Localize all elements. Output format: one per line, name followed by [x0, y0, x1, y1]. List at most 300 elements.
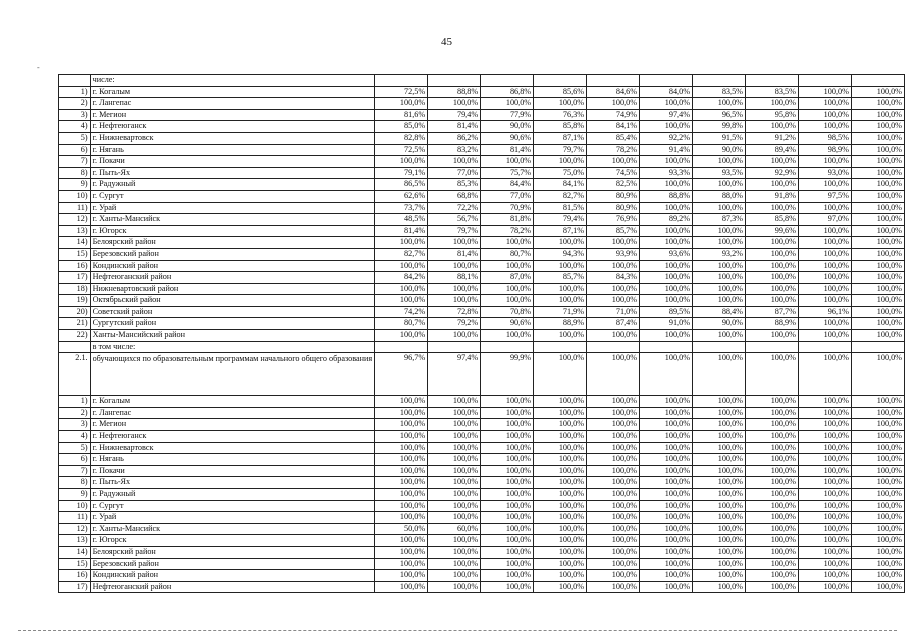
value-cell: 100,0% [375, 465, 428, 477]
value-cell: 100,0% [693, 225, 746, 237]
value-cell: 100,0% [481, 260, 534, 272]
value-cell: 100,0% [375, 260, 428, 272]
value-cell: 93,9% [587, 248, 640, 260]
row-label: г. Когалым [90, 86, 375, 98]
row-number: 16) [59, 260, 91, 272]
value-cell: 78,2% [481, 225, 534, 237]
value-cell: 100,0% [534, 523, 587, 535]
value-cell: 100,0% [375, 283, 428, 295]
table-row [59, 237, 905, 249]
value-cell: 100,0% [587, 523, 640, 535]
row-number: 2.1. [59, 353, 91, 396]
row-label: г. Нефтеюганск [90, 431, 375, 443]
row-number: 16) [59, 570, 91, 582]
value-cell: 81,6% [375, 109, 428, 121]
value-cell: 100,0% [587, 465, 640, 477]
row-number: 2) [59, 98, 91, 110]
value-cell: 100,0% [693, 500, 746, 512]
value-cell: 100,0% [481, 237, 534, 249]
value-cell: 100,0% [851, 167, 904, 179]
row-label: в том числе: [90, 341, 375, 353]
value-cell: 81,4% [428, 248, 481, 260]
value-cell: 100,0% [745, 156, 798, 168]
value-cell: 100,0% [693, 272, 746, 284]
table-row [59, 179, 905, 191]
table-row [59, 109, 905, 121]
value-cell: 100,0% [640, 523, 693, 535]
value-cell: 100,0% [745, 98, 798, 110]
table-row [59, 454, 905, 466]
value-cell: 86,5% [375, 179, 428, 191]
value-cell: 100,0% [640, 272, 693, 284]
page-number: 45 [441, 36, 452, 48]
table-row [59, 144, 905, 156]
value-cell: 98,9% [798, 144, 851, 156]
value-cell: 100,0% [851, 214, 904, 226]
value-cell: 98,5% [798, 132, 851, 144]
value-cell: 100,0% [745, 260, 798, 272]
value-cell: 100,0% [375, 237, 428, 249]
value-cell: 70,8% [481, 306, 534, 318]
value-cell: 100,0% [534, 156, 587, 168]
value-cell: 79,2% [428, 318, 481, 330]
value-cell: 100,0% [745, 121, 798, 133]
value-cell [851, 75, 904, 87]
value-cell: 84,1% [534, 179, 587, 191]
value-cell: 100,0% [428, 295, 481, 307]
row-number: 2) [59, 407, 91, 419]
value-cell: 100,0% [640, 179, 693, 191]
value-cell: 80,7% [481, 248, 534, 260]
value-cell: 77,0% [481, 190, 534, 202]
value-cell: 100,0% [640, 570, 693, 582]
table-row [59, 341, 905, 353]
row-label: г. Нижневартовск [90, 132, 375, 144]
table-row [59, 465, 905, 477]
row-label: г. Пыть-Ях [90, 477, 375, 489]
value-cell: 88,0% [693, 190, 746, 202]
table-row [59, 260, 905, 272]
value-cell: 100,0% [745, 546, 798, 558]
value-cell: 100,0% [693, 512, 746, 524]
value-cell: 100,0% [640, 500, 693, 512]
value-cell: 88,9% [534, 318, 587, 330]
row-number: 12) [59, 523, 91, 535]
row-label: г. Нягань [90, 144, 375, 156]
value-cell: 100,0% [428, 477, 481, 489]
value-cell: 100,0% [851, 570, 904, 582]
value-cell: 100,0% [587, 407, 640, 419]
value-cell: 100,0% [428, 558, 481, 570]
value-cell: 100,0% [798, 454, 851, 466]
value-cell: 80,9% [587, 202, 640, 214]
value-cell: 87,1% [534, 132, 587, 144]
row-label: г. Нягань [90, 454, 375, 466]
value-cell: 50,0% [375, 523, 428, 535]
value-cell: 100,0% [798, 500, 851, 512]
value-cell: 97,4% [640, 109, 693, 121]
value-cell: 100,0% [693, 156, 746, 168]
value-cell: 100,0% [798, 179, 851, 191]
value-cell: 80,7% [375, 318, 428, 330]
table-row [59, 442, 905, 454]
value-cell: 100,0% [428, 570, 481, 582]
value-cell: 72,5% [375, 144, 428, 156]
value-cell: 100,0% [587, 98, 640, 110]
value-cell: 100,0% [587, 431, 640, 443]
value-cell [640, 75, 693, 87]
value-cell: 85,7% [587, 225, 640, 237]
value-cell: 100,0% [534, 353, 587, 396]
value-cell: 100,0% [745, 523, 798, 535]
value-cell: 87,4% [587, 318, 640, 330]
value-cell [798, 75, 851, 87]
value-cell: 100,0% [640, 535, 693, 547]
value-cell: 85,6% [534, 86, 587, 98]
value-cell: 100,0% [640, 477, 693, 489]
value-cell: 100,0% [745, 248, 798, 260]
row-number: 11) [59, 512, 91, 524]
value-cell: 100,0% [640, 353, 693, 396]
value-cell: 92,2% [640, 132, 693, 144]
value-cell: 100,0% [375, 454, 428, 466]
value-cell: 84,4% [481, 179, 534, 191]
value-cell: 90,0% [481, 121, 534, 133]
row-label: Березовский район [90, 248, 375, 260]
row-number: 3) [59, 419, 91, 431]
value-cell: 100,0% [745, 179, 798, 191]
value-cell: 100,0% [798, 353, 851, 396]
value-cell: 97,5% [798, 190, 851, 202]
value-cell: 72,5% [375, 86, 428, 98]
row-label: г. Лангепас [90, 98, 375, 110]
value-cell: 86,2% [428, 132, 481, 144]
margin-mark: - [37, 63, 40, 72]
value-cell: 100,0% [798, 407, 851, 419]
value-cell: 100,0% [798, 489, 851, 501]
value-cell: 100,0% [534, 407, 587, 419]
value-cell: 84,6% [587, 86, 640, 98]
value-cell: 100,0% [851, 330, 904, 342]
value-cell: 85,0% [375, 121, 428, 133]
value-cell: 100,0% [481, 489, 534, 501]
value-cell: 100,0% [481, 523, 534, 535]
row-number: 17) [59, 272, 91, 284]
value-cell: 100,0% [745, 465, 798, 477]
value-cell: 93,2% [693, 248, 746, 260]
value-cell: 100,0% [375, 156, 428, 168]
value-cell: 100,0% [851, 237, 904, 249]
value-cell: 99,9% [481, 353, 534, 396]
value-cell: 74,5% [587, 167, 640, 179]
value-cell: 85,8% [745, 214, 798, 226]
value-cell: 100,0% [693, 237, 746, 249]
value-cell [640, 341, 693, 353]
value-cell: 100,0% [851, 535, 904, 547]
value-cell: 100,0% [798, 318, 851, 330]
value-cell: 100,0% [640, 283, 693, 295]
value-cell: 100,0% [375, 330, 428, 342]
value-cell: 100,0% [428, 330, 481, 342]
value-cell: 100,0% [481, 546, 534, 558]
value-cell: 100,0% [481, 442, 534, 454]
value-cell: 100,0% [745, 558, 798, 570]
table-row [59, 225, 905, 237]
value-cell: 82,8% [375, 132, 428, 144]
row-label: г. Покачи [90, 465, 375, 477]
value-cell: 100,0% [693, 283, 746, 295]
row-number: 15) [59, 558, 91, 570]
value-cell: 100,0% [745, 283, 798, 295]
value-cell: 100,0% [428, 407, 481, 419]
value-cell: 100,0% [851, 523, 904, 535]
data-table [58, 74, 905, 593]
value-cell: 100,0% [534, 98, 587, 110]
value-cell: 100,0% [428, 512, 481, 524]
value-cell: 91,4% [640, 144, 693, 156]
value-cell: 100,0% [798, 121, 851, 133]
value-cell: 100,0% [745, 330, 798, 342]
value-cell: 70,9% [481, 202, 534, 214]
value-cell: 100,0% [798, 396, 851, 408]
value-cell: 100,0% [851, 283, 904, 295]
value-cell: 100,0% [798, 465, 851, 477]
value-cell: 100,0% [640, 156, 693, 168]
row-label: г. Радужный [90, 179, 375, 191]
value-cell: 100,0% [428, 581, 481, 593]
row-label: обучающихся по образовательным программам начального общего образования [90, 353, 375, 396]
value-cell: 100,0% [375, 489, 428, 501]
value-cell: 100,0% [851, 260, 904, 272]
value-cell: 100,0% [745, 407, 798, 419]
value-cell: 100,0% [798, 442, 851, 454]
value-cell [745, 75, 798, 87]
value-cell: 100,0% [534, 535, 587, 547]
value-cell: 100,0% [375, 546, 428, 558]
scan-edge-line [18, 630, 897, 631]
value-cell: 100,0% [851, 581, 904, 593]
row-label: г. Сургут [90, 500, 375, 512]
row-number: 14) [59, 237, 91, 249]
table-row [59, 523, 905, 535]
value-cell: 75,0% [534, 167, 587, 179]
value-cell: 81,4% [375, 225, 428, 237]
table-row [59, 558, 905, 570]
table-row [59, 121, 905, 133]
value-cell: 100,0% [745, 202, 798, 214]
value-cell: 82,5% [587, 179, 640, 191]
value-cell: 100,0% [481, 512, 534, 524]
value-cell: 100,0% [693, 477, 746, 489]
value-cell: 100,0% [851, 407, 904, 419]
value-cell: 79,1% [375, 167, 428, 179]
row-number: 4) [59, 431, 91, 443]
row-label: г. Ханты-Мансийск [90, 523, 375, 535]
table-row [59, 248, 905, 260]
value-cell: 100,0% [481, 407, 534, 419]
value-cell: 79,7% [428, 225, 481, 237]
value-cell: 100,0% [798, 330, 851, 342]
value-cell: 100,0% [587, 512, 640, 524]
value-cell: 100,0% [851, 419, 904, 431]
value-cell: 91,8% [745, 190, 798, 202]
value-cell: 100,0% [428, 546, 481, 558]
value-cell: 100,0% [745, 431, 798, 443]
value-cell: 100,0% [693, 419, 746, 431]
value-cell: 100,0% [375, 570, 428, 582]
value-cell: 84,0% [640, 86, 693, 98]
value-cell: 83,2% [428, 144, 481, 156]
value-cell: 100,0% [640, 581, 693, 593]
value-cell: 100,0% [851, 86, 904, 98]
value-cell: 100,0% [534, 500, 587, 512]
value-cell: 84,3% [587, 272, 640, 284]
value-cell: 100,0% [587, 260, 640, 272]
value-cell [534, 75, 587, 87]
value-cell: 100,0% [851, 454, 904, 466]
value-cell: 100,0% [693, 442, 746, 454]
value-cell: 88,1% [428, 272, 481, 284]
value-cell: 84,1% [587, 121, 640, 133]
value-cell: 100,0% [640, 558, 693, 570]
value-cell: 91,2% [745, 132, 798, 144]
value-cell: 100,0% [428, 431, 481, 443]
value-cell: 79,4% [428, 109, 481, 121]
value-cell: 100,0% [481, 98, 534, 110]
value-cell: 76,3% [534, 109, 587, 121]
value-cell: 100,0% [693, 558, 746, 570]
table-row [59, 477, 905, 489]
table-row [59, 396, 905, 408]
value-cell: 100,0% [851, 202, 904, 214]
value-cell: 100,0% [534, 442, 587, 454]
row-number: 6) [59, 144, 91, 156]
value-cell: 100,0% [798, 570, 851, 582]
value-cell: 90,6% [481, 132, 534, 144]
value-cell: 100,0% [798, 523, 851, 535]
row-label: Кондинский район [90, 260, 375, 272]
value-cell: 100,0% [587, 558, 640, 570]
table-row [59, 512, 905, 524]
value-cell: 100,0% [640, 202, 693, 214]
row-label: Нефтеюганский район [90, 581, 375, 593]
table-row [59, 86, 905, 98]
value-cell: 100,0% [375, 396, 428, 408]
value-cell: 100,0% [587, 581, 640, 593]
value-cell: 100,0% [587, 353, 640, 396]
value-cell: 88,8% [640, 190, 693, 202]
value-cell: 100,0% [587, 419, 640, 431]
row-label: Ханты-Мансийский район [90, 330, 375, 342]
value-cell: 100,0% [481, 465, 534, 477]
row-number: 4) [59, 121, 91, 133]
value-cell: 100,0% [587, 442, 640, 454]
value-cell: 100,0% [745, 419, 798, 431]
value-cell: 77,9% [481, 109, 534, 121]
row-label: г. Урай [90, 202, 375, 214]
value-cell: 100,0% [640, 237, 693, 249]
value-cell: 86,8% [481, 86, 534, 98]
table-row [59, 214, 905, 226]
value-cell: 100,0% [798, 225, 851, 237]
value-cell: 100,0% [481, 500, 534, 512]
value-cell [693, 341, 746, 353]
value-cell: 100,0% [534, 454, 587, 466]
value-cell [428, 75, 481, 87]
row-label: Березовский район [90, 558, 375, 570]
value-cell: 100,0% [851, 431, 904, 443]
value-cell: 100,0% [640, 98, 693, 110]
row-number: 14) [59, 546, 91, 558]
value-cell: 100,0% [375, 512, 428, 524]
row-label: Октябрьский район [90, 295, 375, 307]
table-row [59, 202, 905, 214]
value-cell: 100,0% [375, 581, 428, 593]
value-cell: 81,5% [534, 202, 587, 214]
row-number: 13) [59, 535, 91, 547]
value-cell: 72,2% [428, 202, 481, 214]
value-cell: 100,0% [640, 454, 693, 466]
value-cell: 100,0% [798, 272, 851, 284]
value-cell: 81,4% [481, 144, 534, 156]
value-cell: 100,0% [745, 477, 798, 489]
value-cell: 89,4% [745, 144, 798, 156]
value-cell: 62,6% [375, 190, 428, 202]
value-cell: 81,4% [428, 121, 481, 133]
value-cell: 100,0% [587, 546, 640, 558]
value-cell: 85,8% [534, 121, 587, 133]
table-row [59, 407, 905, 419]
value-cell: 100,0% [534, 237, 587, 249]
table-row [59, 132, 905, 144]
value-cell: 100,0% [798, 477, 851, 489]
value-cell: 97,4% [428, 353, 481, 396]
table-row [59, 431, 905, 443]
value-cell: 100,0% [587, 330, 640, 342]
value-cell: 100,0% [745, 489, 798, 501]
value-cell: 100,0% [375, 98, 428, 110]
value-cell [798, 341, 851, 353]
row-number: 5) [59, 442, 91, 454]
value-cell: 100,0% [481, 283, 534, 295]
value-cell: 100,0% [851, 465, 904, 477]
row-label: г. Сургут [90, 190, 375, 202]
value-cell: 90,6% [481, 318, 534, 330]
row-label: г. Когалым [90, 396, 375, 408]
value-cell: 100,0% [481, 431, 534, 443]
value-cell: 97,0% [798, 214, 851, 226]
row-number: 19) [59, 295, 91, 307]
value-cell: 100,0% [745, 353, 798, 396]
value-cell: 100,0% [693, 98, 746, 110]
value-cell: 100,0% [534, 581, 587, 593]
value-cell: 100,0% [481, 581, 534, 593]
value-cell: 100,0% [640, 121, 693, 133]
row-number: 17) [59, 581, 91, 593]
value-cell: 100,0% [640, 512, 693, 524]
value-cell: 100,0% [798, 512, 851, 524]
value-cell [481, 75, 534, 87]
row-number: 7) [59, 465, 91, 477]
value-cell: 100,0% [481, 295, 534, 307]
table-body [59, 75, 905, 593]
value-cell: 100,0% [851, 396, 904, 408]
value-cell: 76,9% [587, 214, 640, 226]
value-cell: 100,0% [851, 318, 904, 330]
value-cell: 100,0% [798, 202, 851, 214]
value-cell: 100,0% [428, 454, 481, 466]
row-number: 8) [59, 167, 91, 179]
